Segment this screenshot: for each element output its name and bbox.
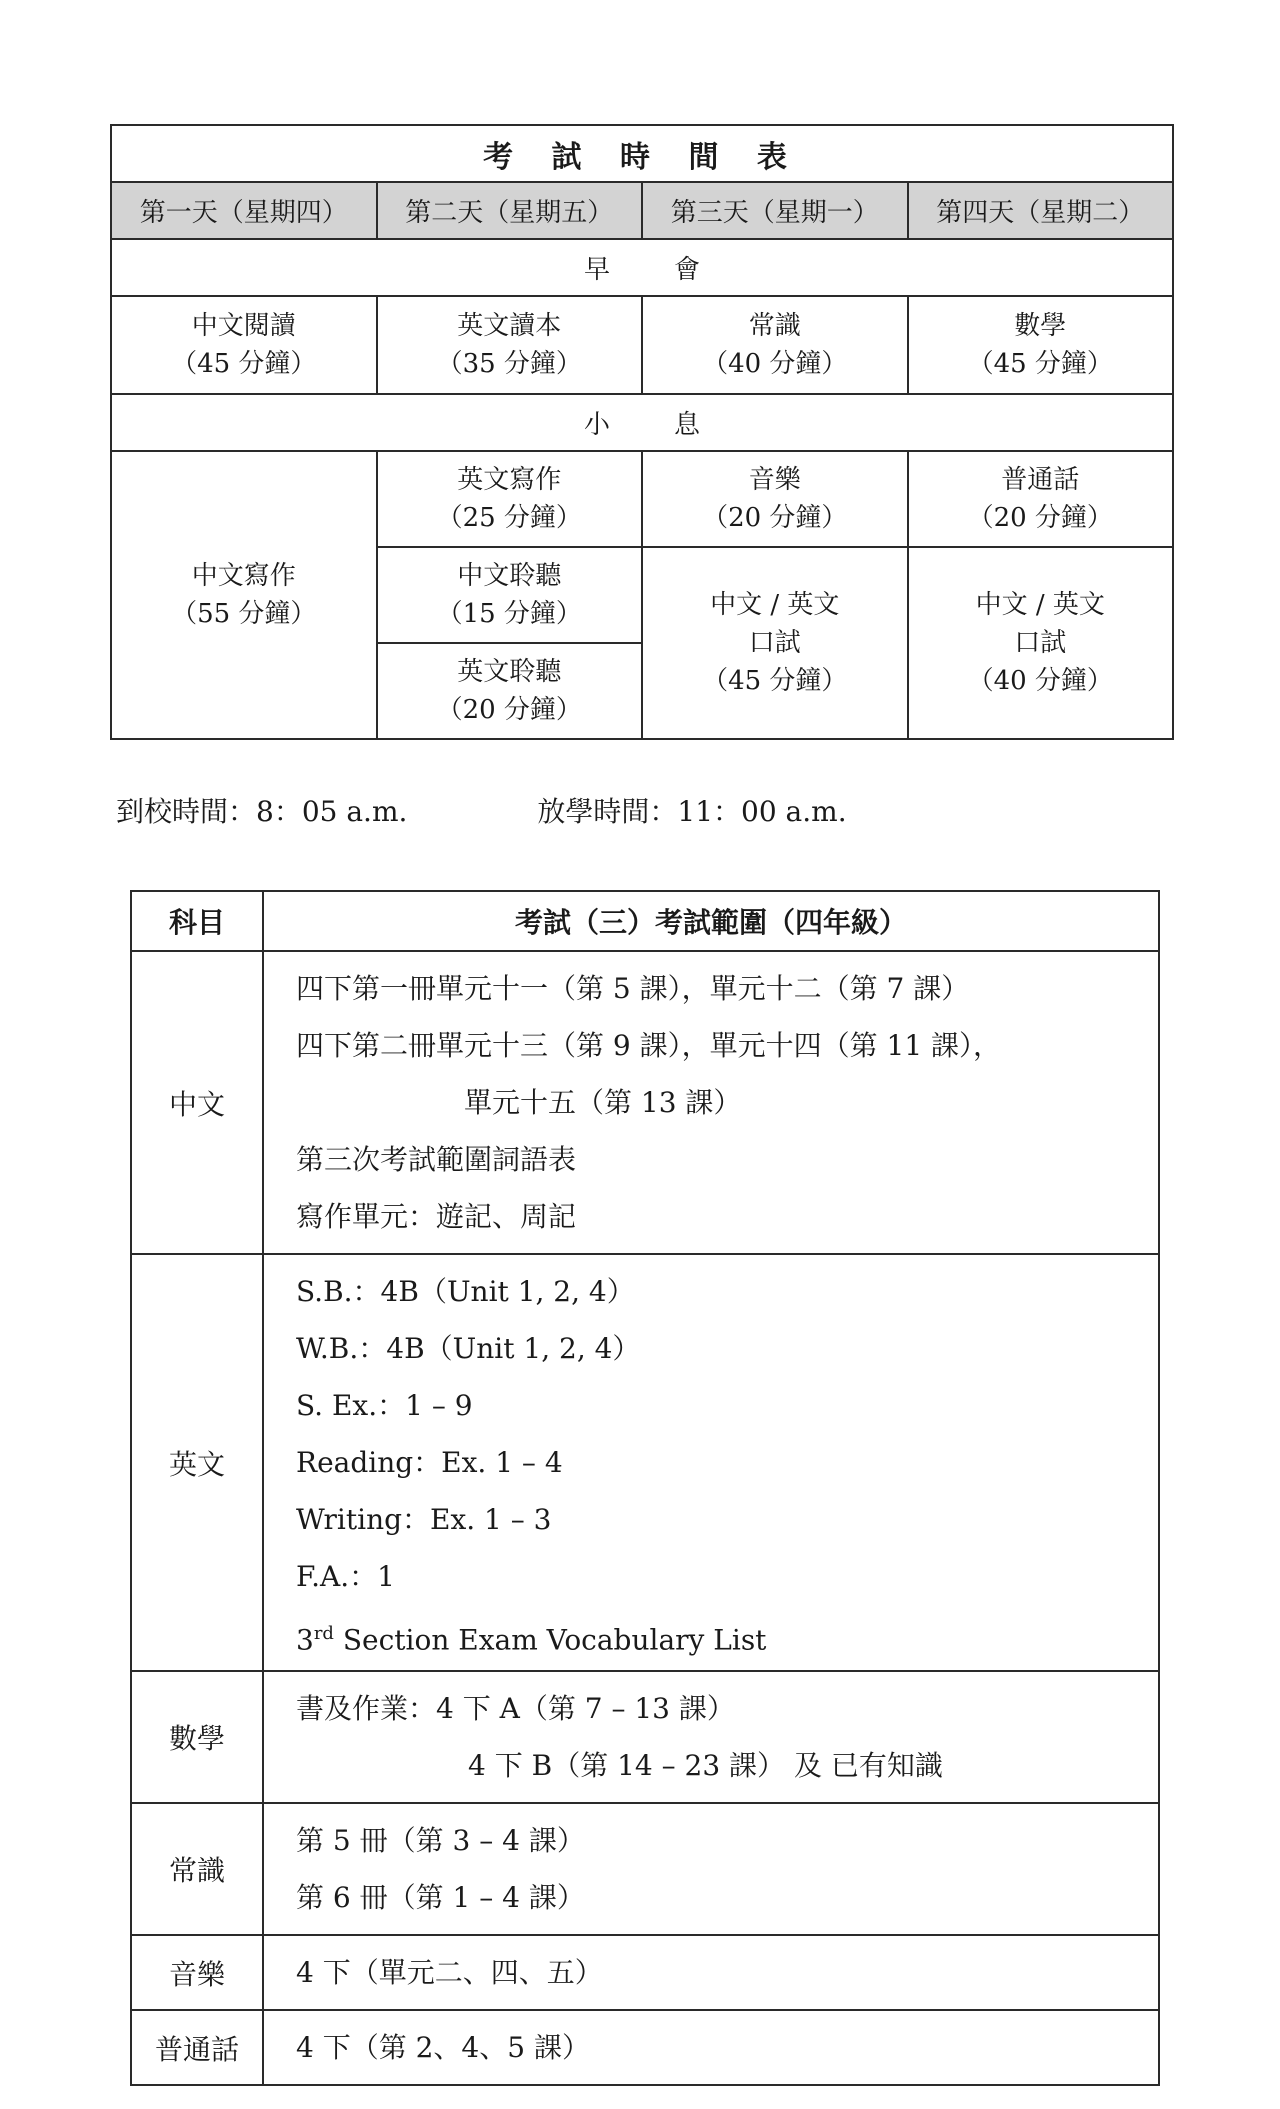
scope-general-studies bbox=[263, 1803, 1159, 1935]
subject-name: 口試 bbox=[748, 628, 801, 658]
subject-name: 中文聆聽 bbox=[457, 561, 562, 591]
subject-math: 數學 bbox=[131, 1671, 263, 1803]
scope-english bbox=[263, 1254, 1159, 1671]
subject-name: 中文閱讀 bbox=[191, 311, 296, 341]
scope-line: 第 5 冊（第 3 – 4 課） bbox=[296, 1824, 585, 1857]
subject-duration: （20 分鐘） bbox=[436, 695, 582, 725]
subject-chinese: 中文 bbox=[131, 951, 263, 1254]
oral-exam-day3 bbox=[642, 547, 908, 739]
subject-name: 英文聆聽 bbox=[457, 657, 562, 687]
scope-line: F.A.：1 bbox=[296, 1560, 395, 1593]
morning-assembly-row bbox=[111, 239, 1173, 296]
exam-timetable bbox=[110, 124, 1174, 740]
scope-line: 四下第一冊單元十一（第 5 課），單元十二（第 7 課） bbox=[296, 972, 970, 1005]
session2c-day2 bbox=[377, 643, 643, 739]
subject-name: 常識 bbox=[748, 311, 801, 341]
subject-english: 英文 bbox=[131, 1254, 263, 1671]
subject-name: 音樂 bbox=[748, 465, 801, 495]
scope-line: S.B.：4B（Unit 1, 2, 4） bbox=[296, 1275, 635, 1308]
subject-name: 英文讀本 bbox=[457, 311, 562, 341]
session2-day1 bbox=[111, 451, 377, 739]
session1-day2 bbox=[377, 296, 643, 394]
subject-duration: （55 分鐘） bbox=[171, 599, 317, 629]
vocab-list-text: Section Exam Vocabulary List bbox=[333, 1623, 767, 1657]
day-header: 第四天（星期二） bbox=[908, 182, 1174, 239]
session2b-day2 bbox=[377, 547, 643, 643]
scope-line: 4 下（單元二、四、五） bbox=[296, 1956, 603, 1989]
vocab-ordinal-number: 3 bbox=[296, 1623, 314, 1657]
scope-line: 4 下（第 2、4、5 課） bbox=[296, 2031, 590, 2064]
session1-day1 bbox=[111, 296, 377, 394]
vocab-ordinal-suffix: rd bbox=[313, 1623, 334, 1644]
break-char: 小 bbox=[583, 410, 610, 440]
subject-general-studies: 常識 bbox=[131, 1803, 263, 1935]
oral-exam-day4 bbox=[908, 547, 1174, 739]
day-header: 第一天（星期四） bbox=[111, 182, 377, 239]
scope-line: 書及作業：4 下 A（第 7 – 13 課） bbox=[296, 1692, 735, 1725]
subject-name: 英文寫作 bbox=[457, 465, 562, 495]
subject-duration: （20 分鐘） bbox=[967, 503, 1113, 533]
subject-duration: （40 分鐘） bbox=[702, 349, 848, 379]
morning-assembly-char: 會 bbox=[673, 255, 700, 285]
scope-line: 單元十五（第 13 課） bbox=[464, 1086, 742, 1119]
subject-duration: （20 分鐘） bbox=[702, 503, 848, 533]
subject-duration: （35 分鐘） bbox=[436, 349, 582, 379]
scope-line: Reading：Ex. 1 – 4 bbox=[296, 1446, 563, 1479]
break-row bbox=[111, 394, 1173, 451]
scope-line: W.B.：4B（Unit 1, 2, 4） bbox=[296, 1332, 641, 1365]
scope-math bbox=[263, 1671, 1159, 1803]
scope-music bbox=[263, 1935, 1159, 2010]
day-header: 第二天（星期五） bbox=[377, 182, 643, 239]
subject-duration: （25 分鐘） bbox=[436, 503, 582, 533]
timetable-title: 考 試 時 間 表 bbox=[111, 125, 1173, 182]
exam-scope-table bbox=[130, 890, 1160, 2086]
morning-assembly-char: 早 bbox=[583, 255, 610, 285]
subject-duration: （40 分鐘） bbox=[967, 666, 1113, 696]
session1-day4 bbox=[908, 296, 1174, 394]
scope-putonghua bbox=[263, 2010, 1159, 2085]
subject-duration: （45 分鐘） bbox=[171, 349, 317, 379]
scope-line: 4 下 B（第 14 – 23 課） 及 已有知識 bbox=[468, 1749, 943, 1782]
scope-chinese bbox=[263, 951, 1159, 1254]
subject-name: 數學 bbox=[1014, 311, 1067, 341]
subject-name: 普通話 bbox=[1001, 465, 1080, 495]
subject-name: 中文 / 英文 bbox=[710, 590, 840, 620]
scope-line: 寫作單元：遊記、周記 bbox=[296, 1200, 577, 1233]
dismissal-time: 放學時間：11：00 a.m. bbox=[537, 795, 847, 828]
vocab-list-line bbox=[296, 1605, 1158, 1662]
scope-header-subject: 科目 bbox=[131, 891, 263, 951]
scope-line: 第三次考試範圍詞語表 bbox=[296, 1143, 577, 1176]
subject-duration: （45 分鐘） bbox=[702, 666, 848, 696]
session2a-day4 bbox=[908, 451, 1174, 547]
school-times bbox=[116, 790, 847, 830]
subject-duration: （45 分鐘） bbox=[967, 349, 1113, 379]
scope-line: 第 6 冊（第 1 – 4 課） bbox=[296, 1881, 585, 1914]
arrival-time: 到校時間：8：05 a.m. bbox=[116, 795, 408, 828]
session1-day3 bbox=[642, 296, 908, 394]
scope-line: S. Ex.：1 – 9 bbox=[296, 1389, 473, 1422]
session2a-day2 bbox=[377, 451, 643, 547]
scope-line: Writing：Ex. 1 – 3 bbox=[296, 1503, 552, 1536]
subject-name: 中文寫作 bbox=[191, 561, 296, 591]
subject-putonghua: 普通話 bbox=[131, 2010, 263, 2085]
session2a-day3 bbox=[642, 451, 908, 547]
subject-music: 音樂 bbox=[131, 1935, 263, 2010]
scope-line: 四下第二冊單元十三（第 9 課），單元十四（第 11 課）， bbox=[296, 1029, 1002, 1062]
subject-name: 中文 / 英文 bbox=[975, 590, 1105, 620]
break-char: 息 bbox=[673, 410, 700, 440]
subject-duration: （15 分鐘） bbox=[436, 599, 582, 629]
scope-header-title: 考試（三）考試範圍（四年級） bbox=[263, 891, 1159, 951]
day-header: 第三天（星期一） bbox=[642, 182, 908, 239]
subject-name: 口試 bbox=[1014, 628, 1067, 658]
